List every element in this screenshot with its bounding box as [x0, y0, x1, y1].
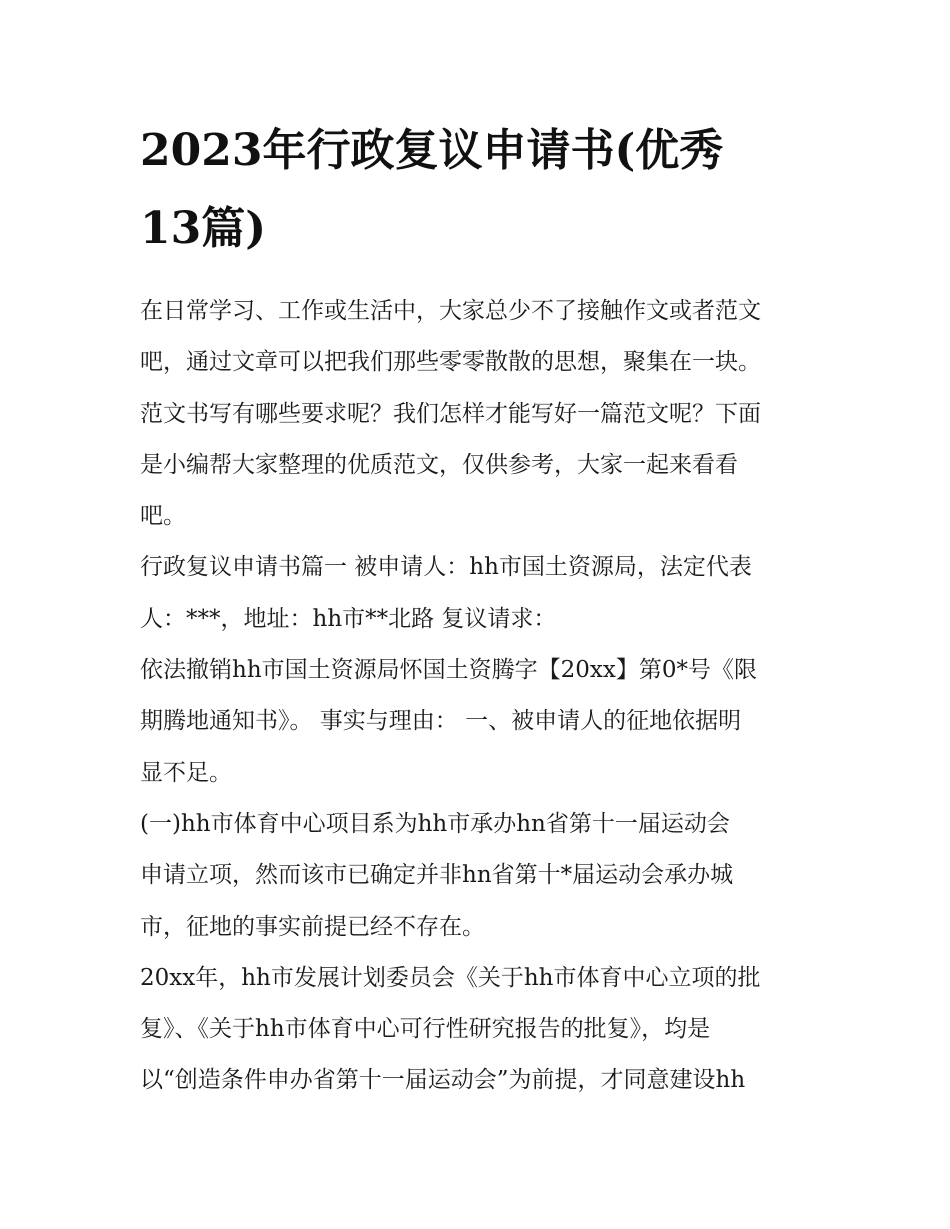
text-line: 市，征地的事实前提已经不存在。 [140, 913, 485, 940]
paragraph-respondent [140, 542, 820, 645]
text-line: 以“创造条件申办省第十一届运动会”为前提，才同意建设hh [140, 1067, 746, 1094]
text-line: 是小编帮大家整理的优质范文，仅供参考，大家一起来看看 [140, 451, 738, 478]
text-line: 范文书写有哪些要求呢？我们怎样才能写好一篇范文呢？下面 [140, 400, 761, 427]
text-line: (一)hh市体育中心项目系为hh市承办hn省第十一届运动会 [140, 810, 730, 837]
text-line: 显不足。 [140, 759, 232, 786]
text-line: 期腾地通知书》。 事实与理由： 一、被申请人的征地依据明 [140, 708, 742, 735]
text-line: 吧，通过文章可以把我们那些零零散散的思想，聚集在一块。 [140, 349, 761, 376]
paragraph-approval [140, 953, 820, 1107]
text-line: 复》、《关于hh市体育中心可行性研究报告的批复》，均是 [140, 1016, 711, 1043]
text-line: 行政复议申请书篇一 被申请人：hh市国土资源局，法定代表 [140, 554, 752, 581]
text-line: 吧。 [140, 503, 186, 530]
document-body [140, 286, 820, 1107]
text-line: 20xx年，hh市发展计划委员会《关于hh市体育中心立项的批 [140, 964, 761, 991]
title-line: 2023年行政复议申请书(优秀 [140, 125, 724, 176]
paragraph-reason-one [140, 799, 820, 953]
text-line: 在日常学习、工作或生活中，大家总少不了接触作文或者范文 [140, 298, 761, 324]
text-line: 人：***，地址：hh市**北路 复议请求： [140, 605, 557, 632]
document-content [140, 112, 820, 1107]
text-line: 依法撤销hh市国土资源局怀国土资腾字【20xx】第0*号《限 [140, 657, 757, 684]
document-title [140, 112, 820, 268]
paragraph-request [140, 645, 820, 799]
paragraph-intro [140, 286, 820, 542]
text-line: 申请立项，然而该市已确定并非hn省第十*届运动会承办城 [140, 862, 734, 889]
title-line: 13篇) [140, 203, 267, 254]
